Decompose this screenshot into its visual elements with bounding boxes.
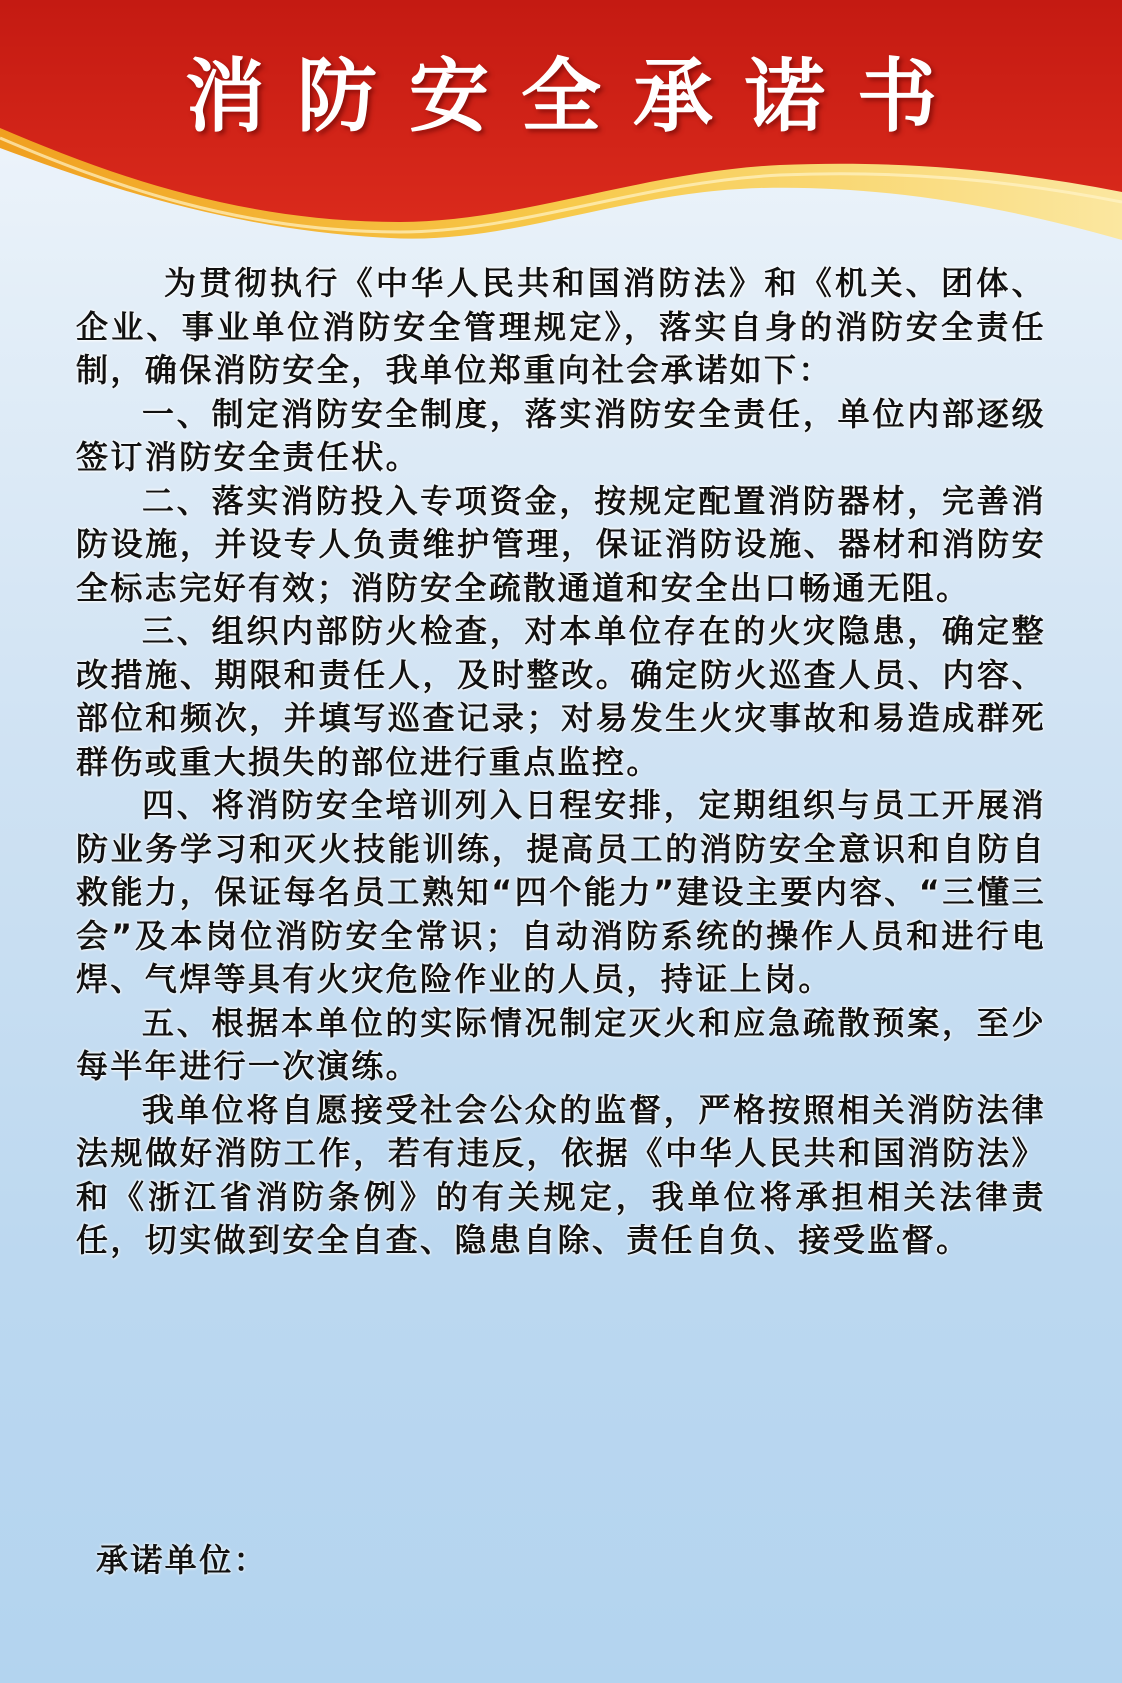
commitment-item-2: 二、落实消防投入专项资金，按规定配置消防器材，完善消防设施，并设专人负责维护管理，保证消防设施、器材和消防安全标志完好有效；消防安全疏散通道和安全出口畅通无阻。 [76,481,1046,607]
commitment-item-4: 四、将消防安全培训列入日程安排，定期组织与员工开展消防业务学习和灭火技能训练，提高员工的消防安全意识和自防自救能力，保证每名员工熟知“四个能力”建设主要内容、“三懂三会”及本岗位消防安全常识；自动消防系统的操作人员和进行电焊、气焊等具有火灾危险作业的人员，持证上岗。 [76,786,1046,998]
commitment-body [76,262,1046,1263]
signature-label: 承诺单位： [96,1541,269,1579]
commitment-item-1: 一、制定消防安全制度，落实消防安全责任，单位内部逐级签订消防安全责任状。 [76,394,1046,476]
closing-paragraph: 我单位将自愿接受社会公众的监督，严格按照相关消防法律法规做好消防工作，若有违反，依据《中华人民共和国消防法》和《浙江省消防条例》的有关规定，我单位将承担相关法律责任，切实做到安全自查、隐患自除、责任自负、接受监督。 [76,1090,1046,1259]
commitment-item-5: 五、根据本单位的实际情况制定灭火和应急疏散预案，至少每半年进行一次演练。 [76,1003,1046,1085]
commitment-item-3: 三、组织内部防火检查，对本单位存在的火灾隐患，确定整改措施、期限和责任人，及时整改。确定防火巡查人员、内容、部位和频次，并填写巡查记录；对易发生火灾事故和易造成群死群伤或重大损失的部位进行重点监控。 [76,612,1046,781]
intro-paragraph: 为贯彻执行《中华人民共和国消防法》和《机关、团体、企业、事业单位消防安全管理规定》，落实自身的消防安全责任制，确保消防安全，我单位郑重向社会承诺如下： [76,264,1046,389]
page-title: 消防安全承诺书 [185,50,969,143]
